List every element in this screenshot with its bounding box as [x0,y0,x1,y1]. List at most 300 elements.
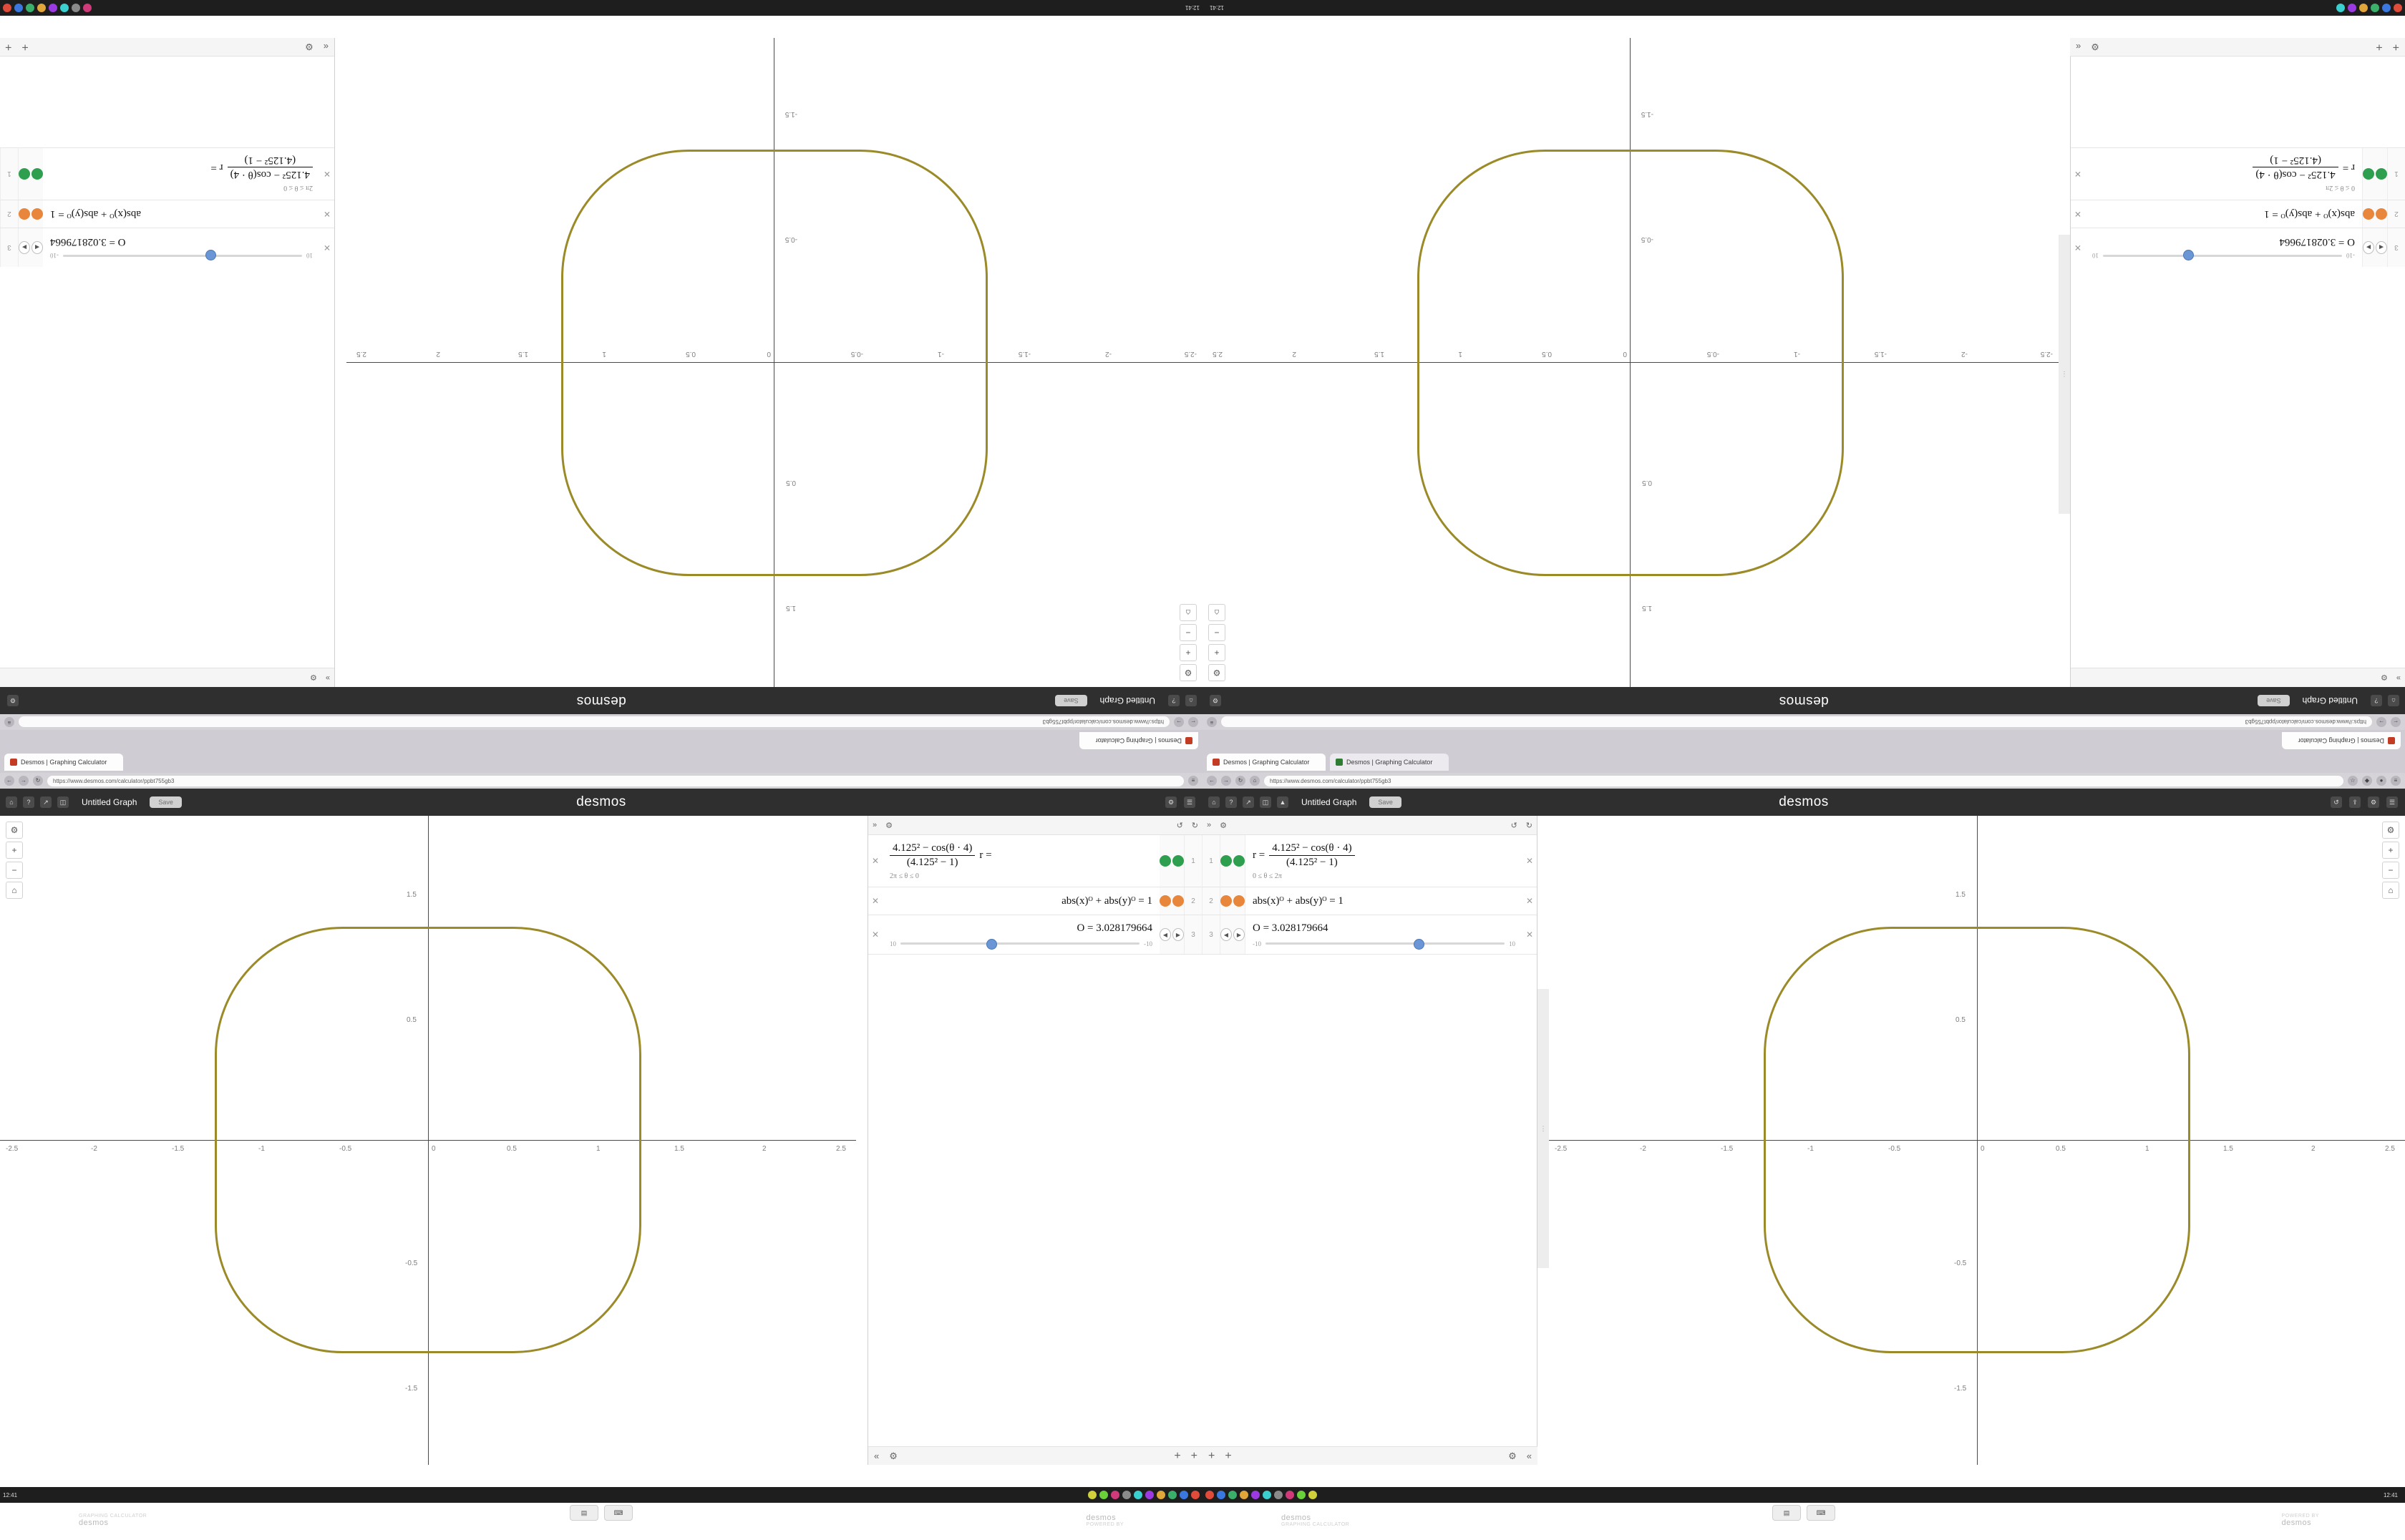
slider-knob[interactable] [2183,250,2194,260]
play-icon[interactable]: ◀ [1160,928,1171,941]
slider-controls[interactable] [1220,915,1245,954]
keypad-icon[interactable]: ▤ [1772,1505,1801,1521]
row-expression[interactable] [2085,228,2362,267]
gear-icon[interactable]: ⚙ [885,821,893,830]
desmos-app [0,38,1202,714]
redo-icon[interactable]: ↻ [1191,821,1198,830]
row-toggle-group[interactable] [1220,887,1245,915]
zoom-out-icon[interactable]: − [6,862,23,879]
start-icon[interactable] [3,4,11,12]
x-tick-label: 1.5 [2223,1145,2233,1153]
expression-list[interactable] [868,835,1202,955]
row-expression[interactable]: abs(x)ᴼ + abs(y)ᴼ = 1 [1253,895,1344,907]
curve-toggle-icon[interactable] [19,168,30,180]
row-expression[interactable] [1245,915,1522,954]
save-button[interactable]: Save [150,796,182,808]
chevron-double-left-icon[interactable]: « [874,1451,880,1461]
formula-fraction [890,842,975,869]
row-toggle-group[interactable] [18,148,43,200]
step-icon[interactable]: ▶ [2363,241,2374,254]
graph-tools-right[interactable] [2382,822,2399,899]
save-button[interactable]: Save [2258,695,2290,706]
chevron-double-right-icon[interactable]: » [2396,673,2401,682]
browser-tabbar[interactable] [1202,751,2405,773]
settings-icon[interactable] [1274,1491,1283,1499]
browser-icon[interactable] [2359,4,2368,12]
expression-panel[interactable] [0,38,335,687]
delete-row-icon[interactable]: ✕ [2074,209,2082,219]
gear-icon[interactable]: ⚙ [889,1450,898,1461]
panel-resize-handle[interactable] [2058,235,2070,514]
forward-icon[interactable]: → [19,776,29,786]
expression-toolbar[interactable] [1202,816,1537,835]
start-icon[interactable] [2394,4,2402,12]
expression-row[interactable] [868,835,1202,887]
files-icon[interactable] [14,4,23,12]
expression-list[interactable] [0,147,334,668]
media-icon[interactable] [60,4,69,12]
browser-urlbar[interactable] [0,773,1202,789]
fraction-numerator: 4.125² − cos(θ · 4) [2253,167,2338,181]
forward-icon[interactable]: → [1221,776,1231,786]
url-input[interactable]: https://www.desmos.com/calculator/ppbt755gb3 [1221,717,2372,728]
forward-icon[interactable]: → [2376,717,2386,727]
save-button[interactable]: Save [1055,695,1087,706]
expression-row[interactable] [1202,887,1537,915]
calendar-icon[interactable] [1099,1491,1108,1499]
squircle-curve [561,150,988,576]
settings-icon[interactable] [72,4,80,12]
row-expression[interactable]: abs(x)ᴼ + abs(y)ᴼ = 1 [1061,895,1152,907]
delete-row-icon[interactable]: ✕ [871,856,880,866]
curve-toggle-icon[interactable] [2363,168,2374,180]
keyboard-icon[interactable]: ⌨ [1807,1505,1835,1521]
window-top-right[interactable] [1202,0,2405,751]
expression-panel[interactable] [1202,816,1537,1465]
keyboard-icon[interactable]: ⌨ [604,1505,633,1521]
help-icon[interactable]: ? [23,796,34,808]
slider-track[interactable] [900,942,1140,945]
slider-track[interactable] [1265,942,1505,945]
window-bottom-right[interactable] [1202,751,2405,1527]
variable-slider[interactable] [890,940,1152,947]
slider-track[interactable] [2103,255,2342,257]
slider-controls[interactable] [1160,915,1185,954]
reload-icon[interactable]: ↻ [33,776,43,786]
delete-row-icon[interactable]: ✕ [1525,896,1534,906]
settings-icon[interactable]: ⚙ [1165,796,1177,808]
share-icon[interactable]: ⇪ [2349,796,2361,808]
row-toggle-group[interactable] [2362,200,2387,228]
browser-chrome [0,713,1202,751]
curve-toggle-icon[interactable] [1160,895,1171,907]
undo-icon[interactable]: ↺ [2331,796,2342,808]
folder-icon[interactable]: ◫ [57,796,69,808]
row-expression[interactable] [1245,835,1522,887]
editor-icon[interactable] [1145,1491,1154,1499]
files-icon[interactable] [1217,1491,1225,1499]
x-tick-label: -2.5 [1184,350,1197,358]
tab-favicon-icon [1213,759,1220,766]
graph-canvas[interactable] [0,816,856,1465]
delete-row-icon[interactable]: ✕ [1525,930,1534,940]
domain-min: 0 [2351,183,2355,192]
mail-icon[interactable] [1111,1491,1119,1499]
os-taskbar[interactable] [0,1487,1202,1503]
step-icon[interactable]: ▶ [1172,928,1184,941]
window-bottom-left[interactable] [0,751,1202,1527]
y-tick-label: 0.5 [1955,1016,1966,1024]
terminal-icon[interactable] [26,4,34,12]
reload-icon[interactable]: ↻ [1235,776,1245,786]
delete-row-icon[interactable]: ✕ [323,209,331,219]
expression-row[interactable] [1202,915,1537,955]
graph-canvas[interactable] [346,38,1202,687]
start-icon[interactable] [1205,1491,1214,1499]
menu-icon[interactable]: ≡ [2391,776,2401,786]
expression-panel[interactable] [868,816,1202,1465]
x-tick-label: -1.5 [1874,350,1887,358]
help-icon[interactable]: ? [2371,695,2382,706]
settings-icon[interactable] [1122,1491,1131,1499]
gear-icon[interactable]: ⚙ [1508,1450,1517,1461]
browser-urlbar[interactable] [1202,773,2405,789]
url-input[interactable]: https://www.desmos.com/calculator/ppbt755gb3 [19,717,1170,728]
curve-toggle-icon[interactable] [1233,895,1245,907]
row-toggle-group[interactable] [2362,148,2387,200]
step-icon[interactable]: ▶ [1233,928,1245,941]
expression-row[interactable] [0,147,334,200]
collapse-icon[interactable]: ☰ [2386,796,2398,808]
expression-toolbar[interactable] [868,816,1202,835]
play-icon[interactable]: ◀ [31,241,43,254]
wrench-icon[interactable]: ⚙ [1208,664,1225,681]
browser-tab-1[interactable] [2282,732,2401,749]
curve-toggle-icon[interactable] [19,208,30,220]
play-icon[interactable]: ◀ [2376,241,2387,254]
desmos-logo-icon[interactable]: ⌂ [1185,695,1197,706]
zoom-in-icon[interactable]: + [6,842,23,859]
save-button[interactable]: Save [1369,796,1401,808]
chevron-double-left-icon[interactable]: « [323,42,329,52]
curve-toggle-icon[interactable] [2363,208,2374,220]
row-toggle-group[interactable] [18,200,43,228]
variable-slider[interactable] [1253,940,1515,947]
step-icon[interactable]: ▶ [19,241,30,254]
wrench-icon[interactable]: ⚙ [6,822,23,839]
expression-row[interactable] [868,887,1202,915]
browser-tab-1[interactable] [1207,754,1326,771]
delete-row-icon[interactable]: ✕ [323,169,331,179]
x-tick-label: -1.5 [172,1145,185,1153]
expression-row[interactable] [868,915,1202,955]
zoom-out-icon[interactable]: − [2382,862,2399,879]
browser-urlbar[interactable] [0,714,1202,730]
gear-icon[interactable]: ⚙ [1220,821,1227,830]
delete-row-icon[interactable]: ✕ [1525,856,1534,866]
help-icon[interactable]: ? [1168,695,1180,706]
browser-icon[interactable] [1240,1491,1248,1499]
curve-toggle-icon[interactable] [1233,855,1245,867]
browser-urlbar[interactable] [1202,714,2405,730]
x-tick-label: -2 [1105,350,1112,358]
expression-row[interactable] [2071,228,2405,267]
variable-value[interactable]: O = 3.028179664 [50,236,126,248]
expression-row[interactable] [0,200,334,228]
expression-footer[interactable] [1202,1446,1537,1465]
zoom-in-icon[interactable]: + [1208,644,1225,661]
x-tick-label: 1 [2145,1145,2149,1153]
chevron-up-icon[interactable]: ▲ [1277,796,1288,808]
document-title[interactable]: Untitled Graph [2302,696,2358,706]
browser-icon[interactable] [37,4,46,12]
row-index: 3 [2387,228,2405,267]
back-icon[interactable]: ← [1207,776,1217,786]
extensions-icon[interactable]: ◆ [2362,776,2372,786]
home-icon[interactable]: ⌂ [1250,776,1260,786]
chevron-double-left-icon[interactable]: « [2076,42,2081,53]
x-tick-label: -0.5 [1706,350,1719,358]
slider-min-label: -10 [1144,940,1152,947]
home-icon[interactable]: ⌂ [2382,882,2399,899]
brand-left-sub: GRAPHING CALCULATOR [1281,1522,1350,1527]
curve-toggle-icon[interactable] [1172,895,1184,907]
add-expression-icon[interactable]: + [2392,41,2399,54]
calendar-icon[interactable] [1297,1491,1306,1499]
keypad-icon[interactable]: ▤ [570,1505,598,1521]
add-item-icon[interactable]: + [2376,41,2383,54]
row-expression[interactable] [2085,148,2362,200]
folder-icon[interactable]: ◫ [1260,796,1271,808]
variable-slider[interactable] [50,253,313,260]
media-icon[interactable] [1134,1491,1142,1499]
domain-text: ≤ θ ≤ [2334,183,2350,192]
browser-tab-1[interactable] [1079,732,1198,749]
desmos-logo-icon[interactable]: ⌂ [1208,796,1220,808]
curve-toggle-icon[interactable] [1172,855,1184,867]
slider-knob[interactable] [986,939,997,950]
variable-value[interactable]: O = 3.028179664 [1253,922,1328,934]
curve-toggle-icon[interactable] [31,168,43,180]
curve-toggle-icon[interactable] [2376,168,2387,180]
expression-toolbar[interactable] [2071,668,2405,687]
browser-tabbar[interactable] [0,730,1202,751]
panel-resize-handle[interactable] [1537,989,1550,1268]
settings-icon[interactable]: ⚙ [1210,695,1221,706]
desmos-logo-icon[interactable]: ⌂ [2388,695,2399,706]
redo-icon[interactable]: ↻ [1525,821,1532,830]
variable-value[interactable]: O = 3.028179664 [2279,236,2355,248]
formula-fraction [1269,842,1354,869]
undo-icon[interactable]: ↺ [1176,821,1183,830]
domain-note [1253,872,1515,880]
start-icon[interactable] [1191,1491,1200,1499]
browser-tabbar[interactable] [1202,730,2405,751]
keyboard-toggle-group[interactable] [570,1505,633,1521]
expression-row[interactable] [2071,147,2405,200]
expression-footer[interactable] [2070,38,2405,57]
row-expression[interactable] [43,228,320,267]
play-icon[interactable]: ◀ [1220,928,1232,941]
browser-tab-2[interactable] [1330,754,1449,771]
back-icon[interactable]: ← [1188,717,1198,727]
gear-icon[interactable]: ⚙ [2381,673,2388,682]
row-toggle-group[interactable] [1220,835,1245,887]
zoom-in-icon[interactable]: + [1180,644,1197,661]
gear-icon[interactable]: ⚙ [310,673,317,682]
row-expression[interactable] [883,915,1160,954]
share-icon[interactable]: ↗ [40,796,52,808]
document-title[interactable]: Untitled Graph [1301,797,1357,807]
collapse-icon[interactable]: ☰ [1184,796,1195,808]
os-taskbar[interactable] [0,0,1202,16]
add-item-icon[interactable]: + [1174,1449,1181,1462]
window-top-left[interactable] [0,0,1202,751]
home-icon[interactable]: ⌂ [1180,604,1197,621]
variable-slider[interactable] [2092,253,2355,260]
media-icon[interactable] [2336,4,2345,12]
add-expression-icon[interactable]: + [1190,1449,1197,1462]
expression-toolbar[interactable] [0,668,334,687]
os-taskbar[interactable] [1202,1487,2405,1503]
back-icon[interactable]: ← [4,776,14,786]
undo-icon[interactable]: ↺ [1510,821,1517,830]
bookmark-icon[interactable]: ☆ [2348,776,2358,786]
settings-icon[interactable]: ⚙ [2368,796,2379,808]
terminal-icon[interactable] [1168,1491,1177,1499]
share-icon[interactable]: ↗ [1243,796,1254,808]
add-expression-icon[interactable]: + [5,41,12,54]
graph-canvas[interactable] [1202,38,2059,687]
home-icon[interactable]: ⌂ [6,882,23,899]
graph-canvas[interactable] [1549,816,2405,1465]
delete-row-icon[interactable]: ✕ [2074,169,2082,179]
row-toggle-group[interactable] [1160,887,1185,915]
chevron-double-right-icon[interactable]: » [325,673,330,682]
fraction-numerator: 4.125² − cos(θ · 4) [890,842,975,856]
y-tick-label: -1.5 [784,110,797,118]
row-expression[interactable] [883,835,1160,887]
notes-icon[interactable] [1308,1491,1317,1499]
editor-icon[interactable] [2348,4,2356,12]
files-icon[interactable] [1180,1491,1188,1499]
expression-panel[interactable] [2070,38,2405,687]
delete-row-icon[interactable]: ✕ [2074,243,2082,253]
curve-toggle-icon[interactable] [31,208,43,220]
row-toggle-group[interactable] [1160,835,1185,887]
url-input[interactable]: https://www.desmos.com/calculator/ppbt755gb3 [1264,776,2343,786]
add-item-icon[interactable]: + [21,41,29,54]
slider-controls[interactable] [2362,228,2387,267]
browser-icon[interactable] [1157,1491,1165,1499]
menu-icon[interactable]: ≡ [1207,717,1217,727]
expression-row[interactable] [1202,835,1537,887]
help-icon[interactable]: ? [1225,796,1237,808]
back-icon[interactable]: ← [2391,717,2401,727]
url-input[interactable]: https://www.desmos.com/calculator/ppbt755gb3 [47,776,1184,786]
add-expression-icon[interactable]: + [1208,1449,1215,1462]
keyboard-toggle-group[interactable] [1772,1505,1835,1521]
y-tick-label: -0.5 [784,235,797,243]
chevron-double-right-icon[interactable]: » [873,821,878,829]
page-footer [1202,1502,2405,1540]
mail-icon[interactable] [1286,1491,1294,1499]
expression-row[interactable] [0,228,334,267]
editor-icon[interactable] [49,4,57,12]
row-expression[interactable]: abs(x)ᴼ + abs(y)ᴼ = 1 [50,208,141,220]
curve-toggle-icon[interactable] [1160,855,1171,867]
zoom-out-icon[interactable]: − [1208,624,1225,641]
document-title[interactable]: Untitled Graph [1099,696,1155,706]
menu-icon[interactable]: ≡ [4,717,14,727]
terminal-icon[interactable] [1228,1491,1237,1499]
mail-icon[interactable] [83,4,92,12]
brand-right-sub: POWERED BY [1086,1522,1124,1527]
graph-tools-left[interactable] [6,822,23,899]
settings-icon[interactable]: ⚙ [7,695,19,706]
x-tick-label: 0.5 [2056,1145,2066,1153]
wrench-icon[interactable]: ⚙ [1180,664,1197,681]
terminal-icon[interactable] [2371,4,2379,12]
variable-value[interactable]: O = 3.028179664 [1077,922,1152,934]
x-tick-label: -2.5 [6,1145,19,1153]
wrench-icon[interactable]: ⚙ [2382,822,2399,839]
browser-tab-1[interactable] [4,754,123,771]
editor-icon[interactable] [1251,1491,1260,1499]
forward-icon[interactable]: → [1174,717,1184,727]
expression-row[interactable] [2071,200,2405,228]
delete-row-icon[interactable]: ✕ [323,243,331,253]
slider-knob[interactable] [1414,939,1424,950]
browser-tabbar[interactable] [0,751,1202,773]
expression-list[interactable] [2071,147,2405,668]
delete-row-icon[interactable]: ✕ [871,930,880,940]
graph-tools-left[interactable] [1180,604,1197,681]
profile-icon[interactable]: ● [2376,776,2386,786]
curve-toggle-icon[interactable] [1220,855,1232,867]
zoom-out-icon[interactable]: − [1180,624,1197,641]
desmos-logo-icon[interactable]: ⌂ [6,796,17,808]
domain-max: 2π [2326,183,2333,192]
slider-knob[interactable] [205,250,216,260]
y-tick-label: 1.5 [1955,891,1966,899]
gear-icon[interactable]: ⚙ [2091,42,2099,53]
chevron-double-left-icon[interactable]: « [1526,1450,1532,1461]
expression-footer[interactable] [868,1446,1203,1465]
curve-toggle-icon[interactable] [1220,895,1232,907]
files-icon[interactable] [2382,4,2391,12]
expression-list[interactable] [1202,835,1537,955]
row-expression[interactable] [43,148,320,200]
notes-icon[interactable] [1088,1491,1097,1499]
media-icon[interactable] [1263,1491,1271,1499]
add-item-icon[interactable]: + [1225,1449,1232,1462]
row-expression[interactable]: abs(x)ᴼ + abs(y)ᴼ = 1 [2264,208,2355,220]
delete-row-icon[interactable]: ✕ [871,896,880,906]
zoom-in-icon[interactable]: + [2382,842,2399,859]
slider-controls[interactable] [18,228,43,267]
document-title[interactable]: Untitled Graph [82,797,137,807]
curve-toggle-icon[interactable] [2376,208,2387,220]
graph-tools-right[interactable] [1208,604,1225,681]
gear-icon[interactable]: ⚙ [305,42,314,53]
menu-icon[interactable]: ≡ [1188,776,1198,786]
os-taskbar[interactable] [1202,0,2405,16]
slider-track[interactable] [63,255,302,257]
expression-footer[interactable] [0,38,334,57]
home-icon[interactable]: ⌂ [1208,604,1225,621]
chevron-double-right-icon[interactable]: » [1207,821,1212,829]
